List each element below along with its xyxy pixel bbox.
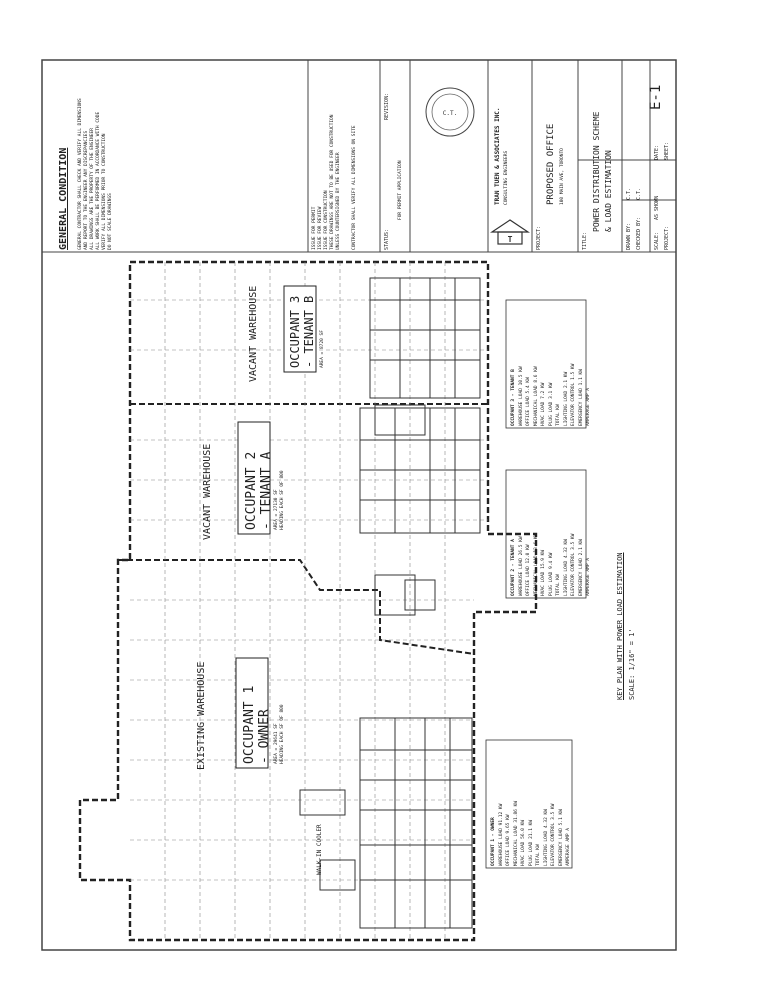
row-label: OFFICE LOAD: [526, 396, 531, 426]
occupant-2-line1: OCCUPANT 2: [244, 451, 259, 530]
row-value: 4.32 KW: [543, 809, 549, 829]
table-row: [513, 742, 521, 866]
row-value: 56.0 KW: [521, 819, 526, 839]
row-label: PLUG LOAD: [548, 401, 554, 426]
row-label: HVAC LOAD: [541, 571, 546, 596]
row-label: LIGHTING LOAD: [563, 390, 569, 426]
row-value: KW: [556, 574, 561, 580]
contractor-note: CONTRACTOR SHALL VERIFY ALL DIMENSIONS ON SITE: [352, 125, 357, 250]
issue-note: UNLESS COUNTERSIGNED BY THE ENGINEER: [336, 152, 341, 250]
row-value: 21.1 KW: [528, 819, 534, 839]
issue-note: THESE DRAWINGS ARE NOT TO BE USED FOR CONSTRUCTION: [330, 114, 335, 250]
load-table-tenant-b: [510, 302, 593, 426]
table-row: [570, 472, 578, 596]
occupant-1-line1: OCCUPANT 1: [242, 685, 257, 764]
row-label: HVAC LOAD: [541, 401, 546, 426]
row-value: 4.32 KW: [563, 539, 569, 559]
checked-by: C.T.: [636, 187, 642, 200]
row-value: 3.5 KW: [571, 533, 576, 550]
svg-text:T: T: [507, 235, 513, 244]
table-row: [543, 742, 551, 866]
row-value: 7.2 KW: [541, 382, 546, 399]
occupant-3-label: [288, 296, 316, 368]
table-row: [585, 302, 593, 426]
office-rooms-tenant-b: [370, 278, 480, 435]
row-label: ELEVATOR CONTROL: [571, 382, 576, 426]
table-row: [548, 302, 556, 426]
table-row: [540, 302, 548, 426]
issue-note: ISSUE FOR REVIEW: [318, 206, 323, 250]
row-value: AMP A: [586, 558, 591, 572]
walk-in-cooler-label: WALK-IN COOLER: [316, 824, 323, 875]
load-table-tenant-a: [510, 472, 593, 596]
load-table-title: OCCUPANT 2 - TENANT A: [511, 539, 516, 596]
issue-notes: [312, 115, 342, 250]
row-value: 8.6 KW: [533, 366, 539, 383]
table-row: [535, 742, 543, 866]
table-row: [555, 302, 563, 426]
row-label: AMPERAGE: [566, 844, 571, 866]
general-note: AND REPORT TO THE ENGINEER ANY DISCREPANCIES: [84, 130, 89, 250]
table-row: [548, 472, 556, 596]
row-value: AMP A: [566, 828, 571, 842]
row-label: ELEVATOR CONTROL: [551, 822, 556, 866]
row-label: LIGHTING LOAD: [563, 560, 569, 596]
area-2: [274, 470, 286, 530]
warehouse-1-label: EXISTING WAREHOUSE: [196, 661, 207, 770]
drawn-by-label: DRAWN BY:: [626, 222, 632, 250]
row-value: 1.1 KW: [578, 369, 584, 386]
row-value: 2.1 KW: [563, 371, 569, 389]
revision-label: REVISION:: [384, 92, 390, 120]
sheet-label: SHEET:: [664, 141, 670, 160]
row-label: TOTAL: [536, 852, 541, 866]
table-row: [518, 302, 526, 426]
row-value: KW: [536, 844, 541, 850]
checked-by-label: CHECKED BY:: [636, 216, 642, 250]
warehouse-2-label: VACANT WAREHOUSE: [202, 443, 213, 540]
row-value: 2.1 KW: [578, 539, 584, 556]
row-value: KW: [556, 404, 561, 410]
row-value: 9.4 KW: [548, 552, 554, 569]
general-note: DO NOT SCALE DRAWINGS: [108, 193, 113, 250]
row-value: 5.1 KW: [558, 809, 564, 826]
row-label: OFFICE LOAD: [506, 836, 511, 866]
firm-logo-icon: [492, 220, 528, 244]
row-value: 10.5 KW: [518, 366, 524, 386]
row-label: ELEVATOR CONTROL: [571, 552, 576, 596]
row-label: HVAC LOAD: [521, 841, 526, 866]
row-value: 1.5 KW: [571, 363, 576, 380]
table-row: [498, 742, 506, 866]
load-table-owner: [490, 742, 573, 866]
row-value: 26.5 KW: [518, 536, 524, 556]
table-row: [578, 472, 586, 596]
row-label: AMPERAGE: [586, 574, 591, 596]
general-note: GENERAL CONTRACTOR SHALL CHECK AND VERIFY ALL DIMENSIONS: [78, 98, 83, 250]
table-row: [555, 472, 563, 596]
table-row: [578, 302, 586, 426]
table-row: [528, 742, 536, 866]
row-value: 13.6 KW: [533, 533, 539, 553]
project-label: PROJECT:: [536, 225, 542, 250]
load-table-title: OCCUPANT 1 - OWNER: [491, 817, 496, 866]
row-label: PLUG LOAD: [548, 571, 554, 596]
project-address: 100 MAIN AVE, TORONTO: [560, 148, 565, 205]
issue-note: ISSUE FOR CONSTRUCTION: [324, 190, 329, 250]
row-label: TOTAL: [556, 582, 561, 596]
row-label: PLUG LOAD: [528, 841, 534, 866]
row-label: TOTAL: [556, 412, 561, 426]
row-label: AMPERAGE: [586, 404, 591, 426]
row-value: 91.12 KW: [498, 803, 504, 826]
row-label: MECHANICAL LOAD: [513, 825, 519, 866]
plan-caption: KEY PLAN WITH POWER LOAD ESTIMATION: [616, 552, 624, 700]
table-row: [550, 742, 558, 866]
status-label: STATUS:: [384, 228, 390, 250]
plan-caption-scale: SCALE: 1/16" = 1': [628, 628, 636, 700]
row-label: EMERGENCY LOAD: [578, 558, 584, 596]
general-notes: [78, 98, 114, 250]
table-row: [563, 302, 571, 426]
date-label: DATE:: [654, 144, 660, 160]
table-row: [505, 742, 513, 866]
area-2-note: HEADING EACH SF OF 800: [280, 470, 285, 530]
row-label: WAREHOUSE LOAD: [518, 558, 524, 596]
issue-note: ISSUE FOR PERMIT: [312, 206, 317, 250]
area-1-note: HEADING EACH SF OF 800: [280, 704, 285, 764]
table-row: [540, 472, 548, 596]
row-value: 3.1 KW: [548, 382, 554, 399]
row-value: 15.9 KW: [541, 549, 546, 569]
row-label: OFFICE LOAD: [526, 566, 531, 596]
occupant-3-line2: - TENANT B: [302, 295, 316, 368]
office-rooms-owner: [300, 718, 472, 928]
row-value: AMP A: [586, 388, 591, 402]
table-row: [570, 302, 578, 426]
sheet-number: E-1: [648, 84, 664, 110]
row-value: 31.86 KW: [513, 800, 519, 823]
area-1: [274, 704, 286, 764]
scale-label: SCALE:: [654, 231, 660, 250]
table-row: [533, 302, 541, 426]
firm-sub: CONSULTING ENGINEERS: [504, 150, 509, 205]
table-row: [518, 472, 526, 596]
svg-text:C.T.: C.T.: [442, 110, 458, 117]
title-block-frame: [42, 60, 676, 252]
occupant-3-line1: OCCUPANT 3: [288, 295, 302, 368]
table-row: [585, 472, 593, 596]
table-row: [520, 742, 528, 866]
row-label: WAREHOUSE LOAD: [498, 828, 504, 866]
general-note: ALL DRAWINGS ARE THE PROPERTY OF THE ENGINEER: [90, 128, 95, 250]
project-no-label: PROJECT:: [664, 225, 670, 250]
scale-value: AS SHOWN: [654, 195, 660, 220]
table-row: [525, 472, 533, 596]
row-label: LIGHTING LOAD: [543, 830, 549, 866]
row-label: EMERGENCY LOAD: [578, 388, 584, 426]
area-3: AREA = 8720 SF: [320, 330, 325, 368]
sheet-title-2: & LOAD ESTIMATION: [604, 150, 613, 232]
area-2-value: AREA = 27130 SF: [274, 489, 279, 530]
table-row: [558, 742, 566, 866]
firm-name: TRAN TUEN & ASSOCIATES INC.: [494, 107, 501, 205]
occupant-1-label: [242, 686, 272, 764]
row-value: 12.0 KW: [526, 544, 531, 564]
sheet-title-1: POWER DISTRIBUTION SCHEME: [592, 111, 601, 232]
title-label: TITLE:: [582, 231, 588, 250]
table-row: [565, 742, 573, 866]
area-1-value: AREA = 29641 SF: [274, 723, 279, 764]
row-value: 5.4 KW: [526, 377, 531, 394]
warehouse-3-label: VACANT WAREHOUSE: [248, 285, 259, 382]
row-label: MECHANICAL LOAD: [533, 555, 539, 596]
row-value: 3.5 KW: [551, 803, 556, 820]
table-row: [533, 472, 541, 596]
general-note: VERIFY ALL DIMENSIONS PRIOR TO CONSTRUCTION: [102, 133, 107, 250]
occupant-2-line2: - TENANT A: [259, 451, 274, 530]
row-label: WAREHOUSE LOAD: [518, 388, 524, 426]
row-label: MECHANICAL LOAD: [533, 385, 539, 426]
occupant-1-line2: - OWNER: [257, 709, 272, 764]
row-label: EMERGENCY LOAD: [558, 828, 564, 866]
table-row: [563, 472, 571, 596]
general-condition-heading: GENERAL CONDITION: [58, 147, 69, 250]
office-rooms-tenant-a: [360, 408, 480, 615]
table-row: [525, 302, 533, 426]
engineer-seal-icon: [426, 88, 474, 136]
row-value: 9.65 KW: [506, 814, 511, 834]
general-note: ALL WORK SHALL BE PERFORMED IN ACCORDANCE WITH CODE: [96, 111, 101, 250]
load-table-title: OCCUPANT 3 - TENANT B: [511, 369, 516, 426]
project-name: PROPOSED OFFICE: [546, 123, 556, 205]
status-value: FOR PERMIT APPLICATION: [398, 160, 403, 220]
occupant-2-label: [244, 452, 274, 530]
drawn-by: C.T.: [626, 187, 632, 200]
